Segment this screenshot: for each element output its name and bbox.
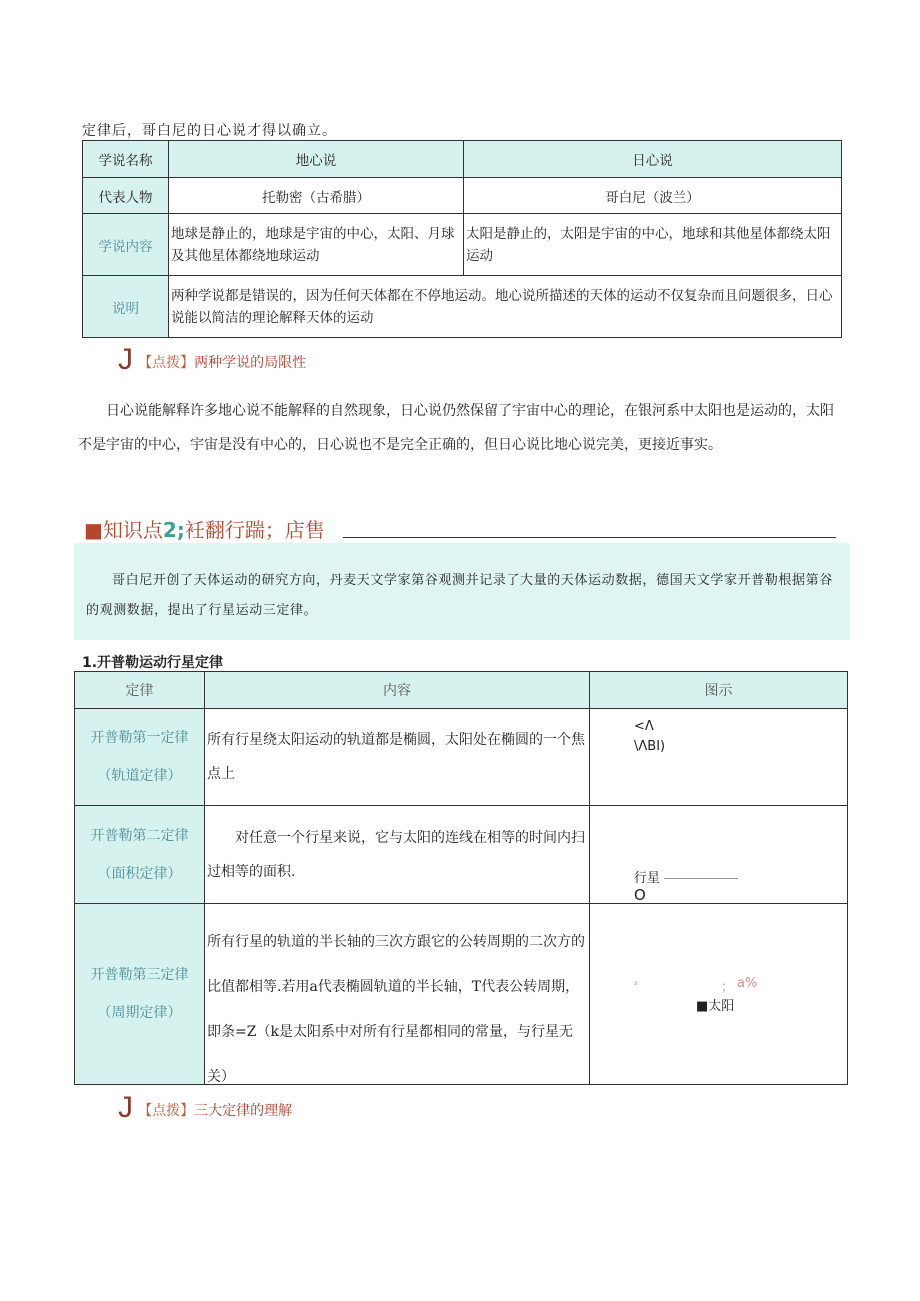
- orbit-line: [664, 878, 738, 879]
- tip-limitations: [118, 343, 306, 377]
- tip-title: 两种学说的局限性: [194, 355, 307, 371]
- kp-label: 知识点: [102, 518, 163, 542]
- figure-third-mark-a: ⸗: [634, 976, 638, 989]
- content-third-text: 所有行星的轨道的半长轴的三次方跟它的公转周期的二次方的比值都相等.若用a代表椭圆轨道的半长轴，T代表公转周期，即条=Z（k是太阳系中对所有行星都相同的常量，与行星无关）: [207, 934, 585, 1085]
- sun-circle-label: O: [634, 886, 646, 904]
- header-content: 内容: [205, 672, 590, 709]
- label-representative: 代表人物: [83, 178, 169, 214]
- figure-first: [590, 709, 848, 806]
- header-heliocentric: 日心说: [464, 141, 842, 178]
- header-geocentric: 地心说: [169, 141, 464, 178]
- knowledge-point-heading: [84, 514, 325, 543]
- tip-marker-icon: J: [118, 1091, 133, 1124]
- kp-underline: [343, 537, 836, 538]
- intro-text: 定律后，哥白尼的日心说才得以确立。: [82, 123, 337, 139]
- header-theory-name: 学说名称: [83, 141, 169, 178]
- square-bullet-icon: ■: [84, 518, 103, 542]
- figure-third-sun: ■太阳: [696, 999, 735, 1014]
- label-note: 说明: [83, 276, 169, 338]
- header-law: 定律: [75, 672, 205, 709]
- tip-tag: 【点拨】: [138, 1103, 195, 1119]
- content-first: 所有行星绕太阳运动的轨道都是椭圆，太阳处在椭圆的一个焦点上: [205, 709, 590, 806]
- figure-first-line2: \ΛBI): [634, 739, 666, 754]
- kepler-table: [74, 671, 848, 1085]
- section-title: 1.开普勒运动行星定律: [82, 655, 224, 671]
- law-third: 开普勒第三定律（周期定律）: [75, 904, 205, 1085]
- geo-content: 地球是静止的，地球是宇宙的中心，太阳、月球及其他星体都绕地球运动: [169, 214, 464, 276]
- paragraph-heliocentric: 日心说能解释许多地心说不能解释的自然现象，日心说仍然保留了宇宙中心的理论，在银河系中太阳也是运动的，太阳不是宇宙的中心，宇宙是没有中心的，日心说也不是完全正确的，但日心说比地心说完美，更接近事实。: [78, 403, 834, 453]
- figure-first-line1: <Λ: [634, 719, 654, 734]
- figure-third: [590, 904, 848, 1085]
- law-first: 开普勒第一定律（轨道定律）: [75, 709, 205, 806]
- law-second: 开普勒第二定律（面积定律）: [75, 806, 205, 904]
- tip-marker-icon: J: [118, 343, 133, 376]
- content-third: [205, 904, 590, 1085]
- header-figure: 图示: [590, 672, 848, 709]
- figure-second: [590, 806, 848, 904]
- kp-title: 衽翻行踹；店售: [184, 518, 325, 542]
- figure-third-mark-b: ；: [721, 980, 735, 995]
- tip-tag: 【点拨】: [138, 355, 195, 371]
- tip-title: 三大定律的理解: [194, 1103, 293, 1119]
- kp-number: 2;: [162, 518, 185, 542]
- helio-content: 太阳是静止的，太阳是宇宙的中心，地球和其他星体都绕太阳运动: [464, 214, 842, 276]
- note-content: 两种学说都是错误的，因为任何天体都在不停地运动。地心说所描述的天体的运动不仅复杂而且问题很多，日心说能以简洁的理论解释天体的运动: [169, 276, 842, 338]
- label-content: 学说内容: [83, 214, 169, 276]
- content-second: 对任意一个行星来说，它与太阳的连线在相等的时间内扫过相等的面积.: [205, 806, 590, 904]
- figure-third-mark-c: a%: [737, 976, 758, 991]
- helio-representative: 哥白尼（波兰）: [464, 178, 842, 214]
- summary-text: 哥白尼开创了天体运动的研究方向，丹麦天文学家第谷观测并记录了大量的天体运动数据，德国天文学家开普勒根据第谷的观测数据，提出了行星运动三定律。: [86, 573, 833, 618]
- planet-label: 行星: [634, 871, 661, 886]
- tip-understanding: [118, 1091, 292, 1125]
- theory-table: [82, 140, 842, 338]
- geo-representative: 托勒密（古希腊）: [169, 178, 464, 214]
